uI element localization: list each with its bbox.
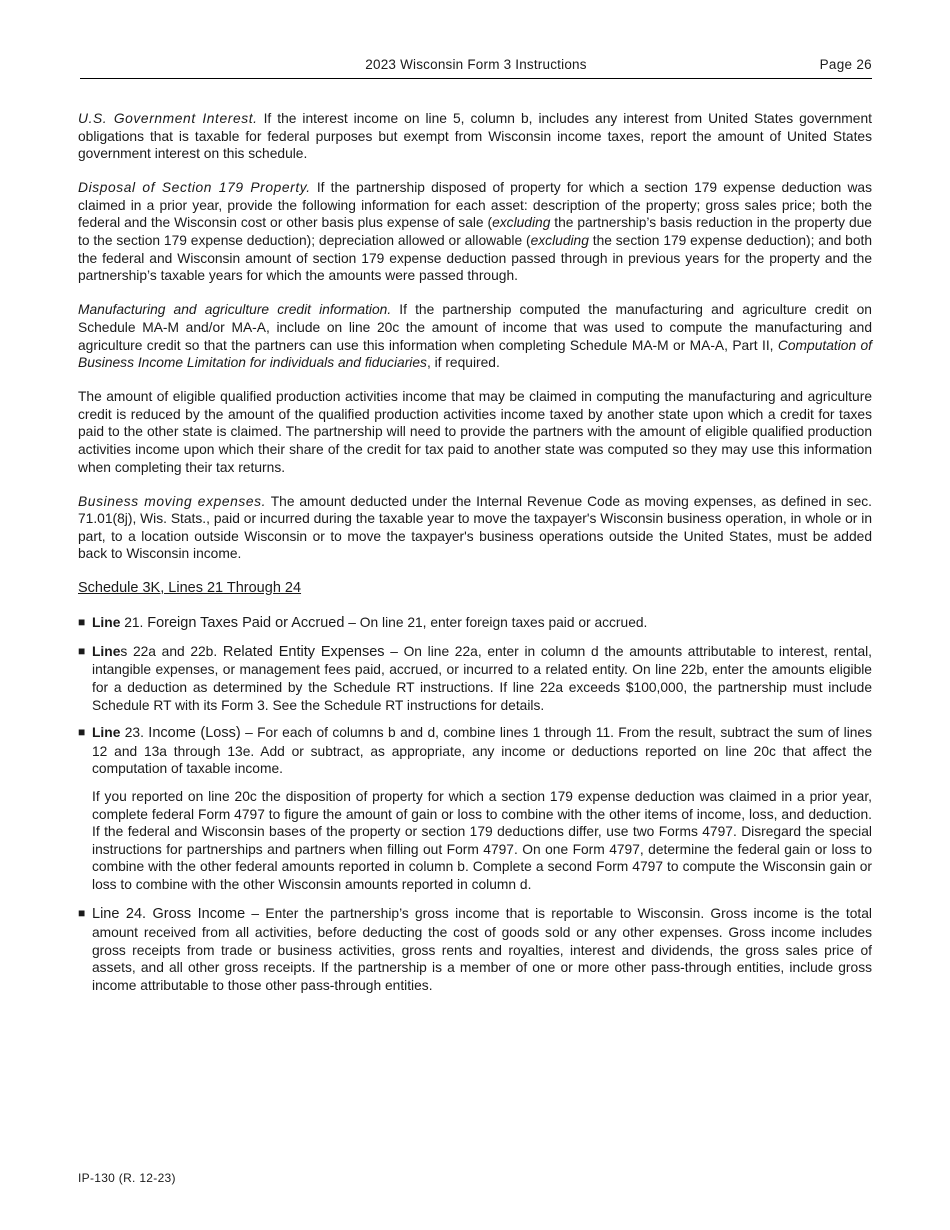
paragraph-lead: Disposal of Section 179 Property.	[78, 180, 311, 196]
page-header	[80, 56, 872, 79]
line-text: – On line 21, enter foreign taxes paid or accrued.	[344, 615, 648, 631]
line-text: – Enter the partnership’s gross income that is reportable to Wisconsin. Gross income is the total amount received from all activities, before deducting the cost of goods sold or any other expenses. Gross income includes gross receipts from trade or business activities, gross rents and royalties, interest and dividends, the gross sales price of assets, and all other gross receipts. If the partnership is a member of one or more other pass-through entities, include gross income attributable to those other pass-through entities.	[92, 906, 872, 993]
bullet-icon: ■	[78, 615, 86, 630]
line-name: Line 24. Gross Income	[92, 906, 246, 923]
emphasis-text: excluding	[492, 215, 551, 231]
paragraph-qualified-production-income: The amount of eligible qualified production activities income that may be claimed in computing the manufacturing and agriculture credit is reduced by the amount of the qualified production activities income taxed by another state upon which a credit for taxes paid to the other state is claimed. The partnership will need to provide the partners with the amount of eligible qualified production activities income upon which their share of the credit for tax paid to another state was computed so they may use this information when completing their tax returns.	[78, 389, 872, 475]
line-label: Line	[92, 643, 121, 659]
paragraph-section-179-property	[78, 179, 872, 285]
paragraph-text: If the partnership computed the manufacturing and agriculture credit on Schedule MA-M and/or MA-A, include on line 20c the amount of income that was used to compute the manufacturing and agriculture credit so that the partners can use this information when completing Schedule MA-M or MA-A, Part II,	[78, 302, 872, 353]
paragraph-text: the partnership’s basis reduction in the property due to the section 179 expense deduction); depreciation allowed or allowable (	[78, 215, 872, 249]
line-21-item	[78, 614, 872, 633]
main-content	[78, 110, 872, 1004]
paragraph-text: If the interest income on line 5, column b, includes any interest from United States government obligations that is taxable for federal purposes but exempt from Wisconsin income taxes, report the amount of United States government interest on this schedule.	[78, 111, 872, 162]
document-title: 2023 Wisconsin Form 3 Instructions	[365, 57, 587, 72]
line-name: Foreign Taxes Paid or Accrued	[147, 615, 345, 632]
emphasis-text: excluding	[530, 233, 589, 249]
emphasis-text: Computation of Business Income Limitation for individuals and fiduciaries	[78, 337, 872, 371]
line-number: 23.	[120, 725, 149, 741]
line-text: – On line 22a, enter in column d the amounts attributable to interest, rental, intangible expenses, or management fees paid, accrued, or incurred to a related entity. On line 22b, enter the amounts eligible for a deduction as determined by the Schedule RT instructions. If line 22a exceeds $100,000, the partnership must include Schedule RT with its Form 3. See the Schedule RT instructions for details.	[92, 643, 873, 713]
line-name: Related Entity Expenses	[222, 643, 385, 660]
paragraph-text: The amount deducted under the Internal Revenue Code as moving expenses, as defined in sec. 71.01(8j), Wis. Stats., paid or incurred during the taxable year to move the taxpayer's Wisconsin business operation, in whole or in part, to a location outside Wisconsin or to move the taxpayer's business operations outside the United States, must be added back to Wisconsin income.	[78, 493, 872, 562]
page-number: Page 26	[819, 57, 872, 72]
bullet-icon: ■	[78, 906, 86, 921]
line-23-subparagraph: If you reported on line 20c the disposition of property for which a section 179 expense deduction was claimed in a prior year, complete federal Form 4797 to figure the amount of gain or loss to combine with the other items of income, loss, and deduction. If the federal and Wisconsin bases of the property or section 179 deductions differ, use two Forms 4797. Disregard the special instructions for partnerships and partners when filling out Form 4797. On one Form 4797, determine the federal gain or loss to combine with the other federal amounts reported in column b. Complete a second Form 4797 to compute the Wisconsin gain or loss to combine with the other Wisconsin amounts reported in column d.	[92, 788, 872, 892]
paragraph-text: If the partnership disposed of property for which a section 179 expense deduction was claimed in a prior year, provide the following information for each asset: description of the property; gross sales price; both the federal and the Wisconsin cost or other basis plus expense of sale (	[78, 180, 873, 231]
line-label: Line	[92, 615, 121, 631]
paragraph-text: , if required.	[426, 355, 500, 371]
line-24-item	[78, 905, 872, 994]
line-23-item	[78, 724, 872, 778]
paragraph-text: the section 179 expense deduction); and both the federal and Wisconsin amount of section 179 expense deduction passed through in previous years for the property and the partnership’s taxable years for which the amounts were passed through.	[78, 233, 873, 284]
line-number: s 22a and 22b.	[120, 643, 223, 659]
paragraph-lead: Business moving expenses.	[78, 493, 267, 509]
line-label: Line	[92, 725, 121, 741]
paragraph-lead: Manufacturing and agriculture credit information.	[78, 302, 392, 318]
form-code-footer: IP-130 (R. 12-23)	[78, 1171, 176, 1185]
line-text: – For each of columns b and d, combine lines 1 through 11. From the result, subtract the sum of lines 12 and 13a through 13e. Add or subtract, as appropriate, any income or deductions reported on line 20c that affect the computation of taxable income.	[92, 725, 872, 777]
paragraph-us-government-interest	[78, 110, 872, 163]
paragraph-manufacturing-credit	[78, 301, 872, 371]
paragraph-business-moving-expenses	[78, 493, 872, 563]
section-heading: Schedule 3K, Lines 21 Through 24	[78, 579, 302, 596]
line-name: Income (Loss)	[148, 725, 241, 742]
bullet-icon: ■	[78, 643, 86, 658]
line-number: 21.	[120, 615, 148, 631]
bullet-icon: ■	[78, 725, 86, 740]
line-22-item	[78, 643, 872, 714]
paragraph-lead: U.S. Government Interest.	[78, 111, 258, 126]
